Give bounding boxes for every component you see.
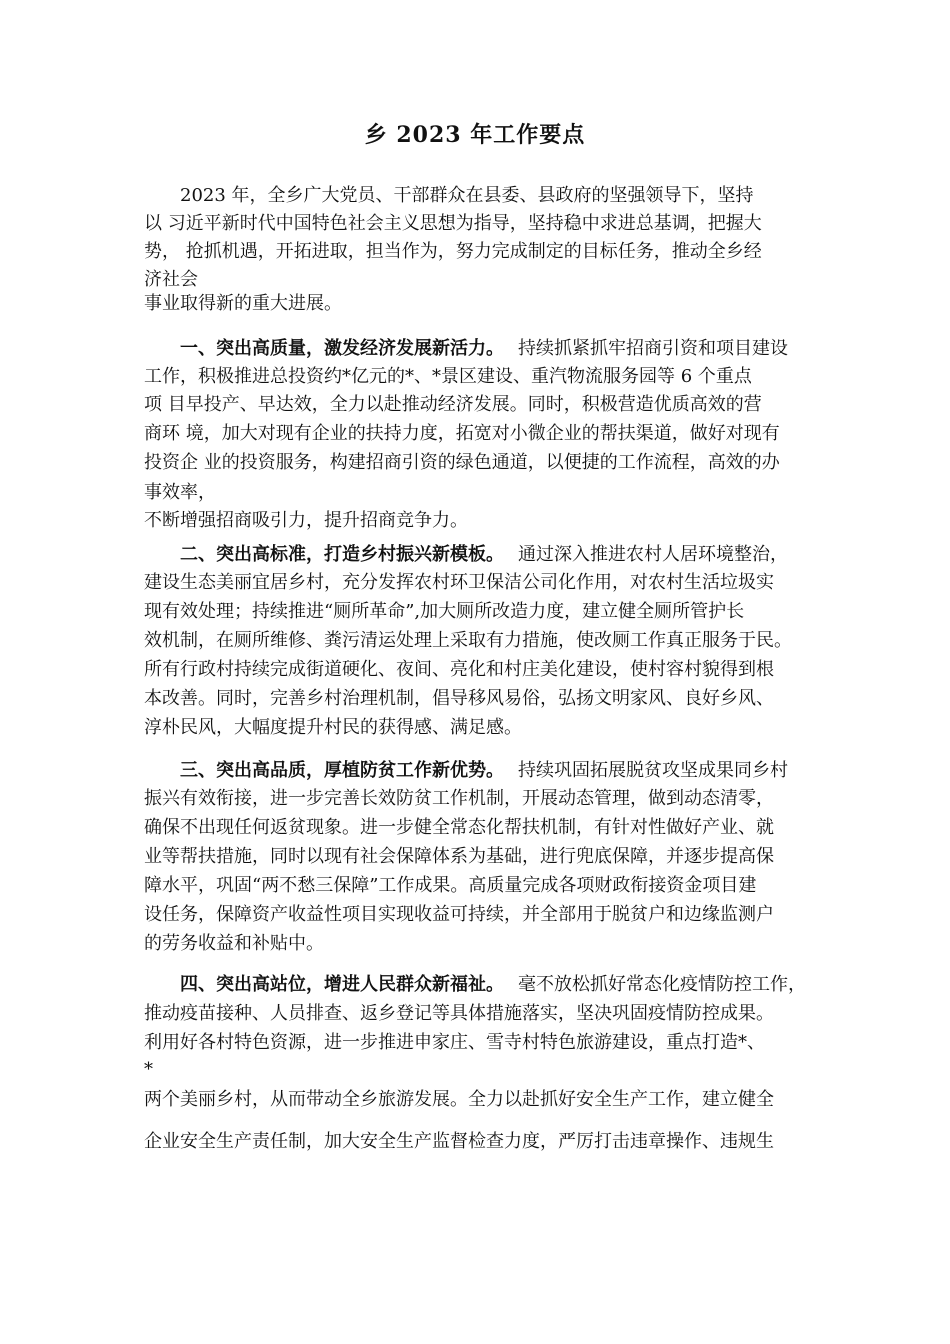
intro-line: 济社会 bbox=[144, 269, 198, 290]
section-heading: 三、突出高品质，厚植防贫工作新优势。 bbox=[180, 760, 504, 781]
section-1-first-line bbox=[180, 336, 816, 362]
section-text: 持续抓紧抓牢招商引资和项目建设 bbox=[518, 338, 788, 359]
section-line: 现有效处理；持续推进“厕所革命”,加大厕所改造力度，建立健全厕所管护长 bbox=[144, 601, 745, 622]
section-heading: 四、突出高站位，增进人民群众新福祉。 bbox=[180, 974, 504, 995]
section-line: 的劳务收益和补贴中。 bbox=[144, 933, 324, 954]
section-line: 业等帮扶措施，同时以现有社会保障体系为基础，进行兜底保障，并逐步提高保 bbox=[144, 846, 774, 867]
section-line: 利用好各村特色资源，进一步推进申家庄、雪寺村特色旅游建设，重点打造*、 bbox=[144, 1032, 765, 1053]
section-line: 淳朴民风，大幅度提升村民的获得感、满足感。 bbox=[144, 717, 522, 738]
section-4-first-line bbox=[180, 972, 816, 998]
section-2-first-line bbox=[180, 542, 816, 568]
section-line: 工作，积极推进总投资约*亿元的*、*景区建设、重汽物流服务园等 6 个重点 bbox=[144, 366, 752, 387]
section-line: 建设生态美丽宜居乡村，充分发挥农村环卫保洁公司化作用，对农村生活垃圾实 bbox=[144, 572, 774, 593]
section-line: 投资企 业的投资服务，构建招商引资的绿色通道，以便捷的工作流程，高效的办 bbox=[144, 452, 780, 473]
intro-line: 事业取得新的重大进展。 bbox=[144, 293, 342, 314]
section-line: 企业安全生产责任制，加大安全生产监督检查力度，严厉打击违章操作、违规生 bbox=[144, 1131, 774, 1152]
section-3-first-line bbox=[180, 758, 816, 784]
section-line: 两个美丽乡村，从而带动全乡旅游发展。全力以赴抓好安全生产工作，建立健全 bbox=[144, 1089, 774, 1110]
section-text: 持续巩固拓展脱贫攻坚成果同乡村 bbox=[518, 760, 788, 781]
section-line: 事效率， bbox=[144, 482, 216, 503]
section-line: 振兴有效衔接，进一步完善长效防贫工作机制，开展动态管理，做到动态清零， bbox=[144, 788, 774, 809]
section-text: 通过深入推进农村人居环境整治， bbox=[518, 544, 788, 565]
section-text: 毫不放松抓好常态化疫情防控工作， bbox=[518, 974, 806, 995]
intro-line: 势， 抢抓机遇，开拓进取，担当作为，努力完成制定的目标任务，推动全乡经 bbox=[144, 241, 762, 262]
intro-line: 2023 年，全乡广大党员、干部群众在县委、县政府的坚强领导下，坚持 bbox=[180, 185, 754, 206]
section-line: 本改善。同时，完善乡村治理机制，倡导移风易俗，弘扬文明家风、良好乡风、 bbox=[144, 688, 774, 709]
section-line: 障水平，巩固“两不愁三保障”工作成果。高质量完成各项财政衔接资金项目建 bbox=[144, 875, 757, 896]
section-line: * bbox=[144, 1059, 153, 1080]
section-heading: 二、突出高标准，打造乡村振兴新模板。 bbox=[180, 544, 504, 565]
intro-line: 以 习近平新时代中国特色社会主义思想为指导，坚持稳中求进总基调，把握大 bbox=[144, 213, 762, 234]
section-heading: 一、突出高质量，激发经济发展新活力。 bbox=[180, 338, 504, 359]
section-line: 所有行政村持续完成街道硬化、夜间、亮化和村庄美化建设，使村容村貌得到根 bbox=[144, 659, 774, 680]
section-line: 不断增强招商吸引力，提升招商竞争力。 bbox=[144, 510, 468, 531]
section-line: 设任务，保障资产收益性项目实现收益可持续，并全部用于脱贫户和边缘监测户 bbox=[144, 904, 774, 925]
section-line: 确保不出现任何返贫现象。进一步健全常态化帮扶机制，有针对性做好产业、就 bbox=[144, 817, 774, 838]
section-line: 商环 境，加大对现有企业的扶持力度，拓宽对小微企业的帮扶渠道，做好对现有 bbox=[144, 423, 780, 444]
page-title: 乡 2023 年工作要点 bbox=[364, 122, 586, 148]
section-line: 效机制，在厕所维修、粪污清运处理上采取有力措施，使改厕工作真正服务于民。 bbox=[144, 630, 792, 651]
section-line: 项 目早投产、早达效，全力以赴推动经济发展。同时，积极营造优质高效的营 bbox=[144, 394, 762, 415]
section-line: 推动疫苗接种、人员排查、返乡登记等具体措施落实，坚决巩固疫情防控成果。 bbox=[144, 1003, 774, 1024]
